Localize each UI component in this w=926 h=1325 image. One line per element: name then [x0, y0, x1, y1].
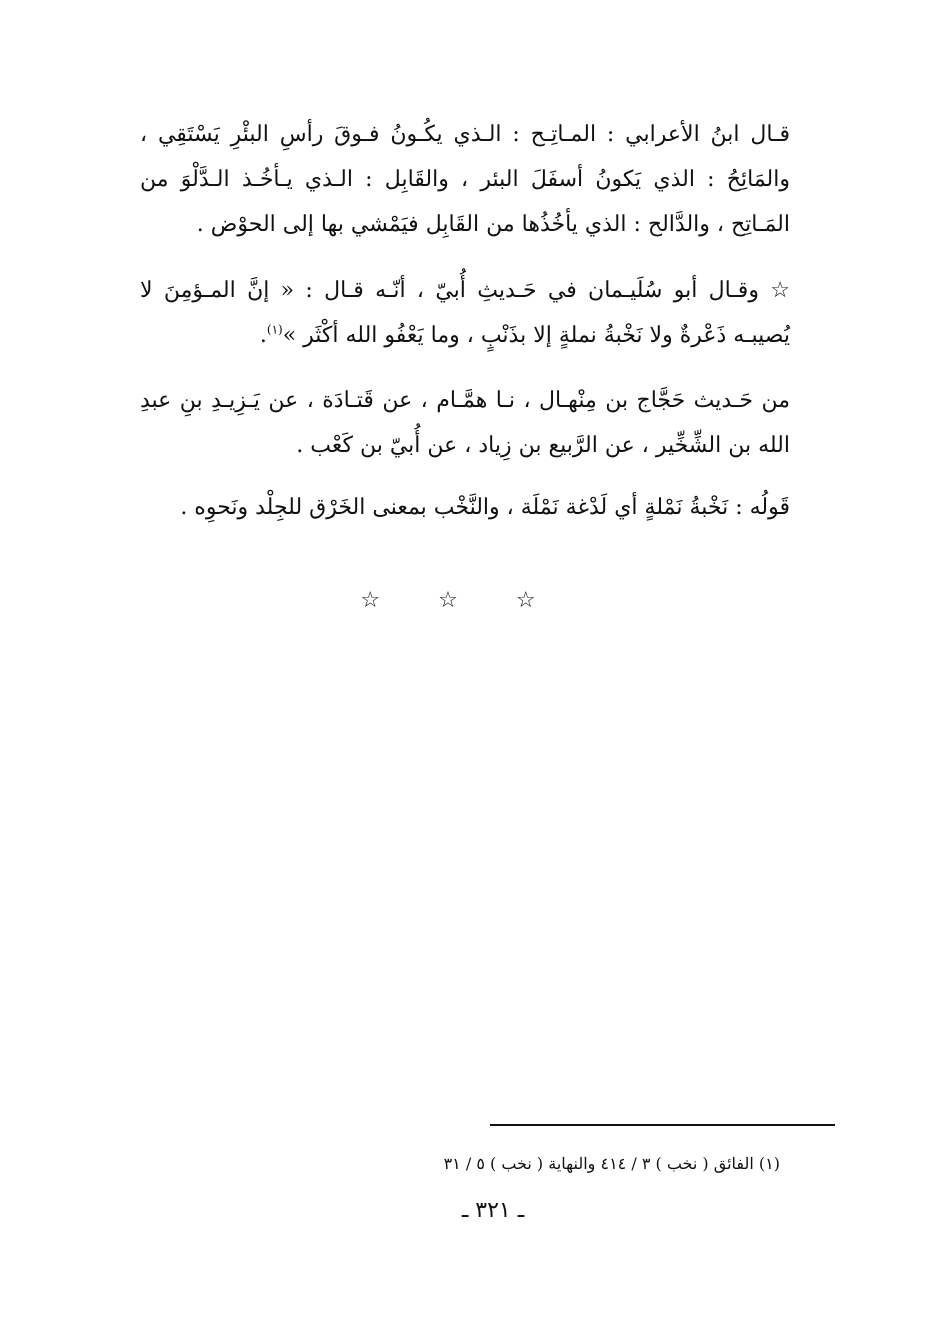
star-icon: ☆: [515, 588, 566, 613]
star-icon: ☆: [438, 588, 488, 613]
paragraph-hadith: [140, 268, 790, 358]
paragraph-definitions: قـال ابنُ الأعرابي : المـاتِـح : الـذي يكُـونُ فـوقَ رأسِ البئْرِ يَسْتَقِي ، والمَائِحُ : الذي يَكونُ أسفَلَ البئر ، والقَابِل : الـذي يـأخُـذ الـدَّلْوَ من المَـاتِح ، والدَّالح : الذي يأخُذُها من القَابِل فيَمْشي بها إلى الحوْض .: [140, 122, 790, 237]
hadith-text: ☆ وقـال أبو سُلَيـمان في حَـديثِ أُبيّ ، أنّـه قـال : « إنَّ المـؤمِنَ لا يُصيبـه ذَعْرةٌ ولا نَخْبةُ نملةٍ إلا بذَنْبٍ ، وما يَعْفُو الله أكْثَر »: [140, 278, 790, 348]
page-number: ـ ٣٢١ ـ: [461, 1198, 525, 1223]
footnote: (١) الفائق ( نخب ) ٣ / ٤١٤ والنهاية ( نخب ) ٥ / ٣١: [443, 1154, 780, 1173]
footnote-reference: (١): [266, 322, 283, 337]
star-icon: ☆: [360, 588, 411, 613]
footnote-separator-rule: [490, 1124, 835, 1126]
paragraph-isnad: من حَـديث حَجَّاج بن مِنْهـال ، نـا همَّـام ، عن قَتـادَة ، عن يَـزِيـدِ بنِ عبدِ الله بن الشِّخِّير ، عن الرَّبيع بن زِياد ، عن أُبيّ بن كَعْب .: [140, 388, 790, 458]
paragraph-commentary: قَولُه : نَخْبةُ نَمْلةٍ أي لَدْغة نَمْلَة ، والنَّخْب بمعنى الخَرْق للجِلْد ونَحوِه .: [180, 495, 790, 520]
hadith-end-period: .: [259, 323, 267, 348]
section-divider-stars: [0, 588, 926, 613]
